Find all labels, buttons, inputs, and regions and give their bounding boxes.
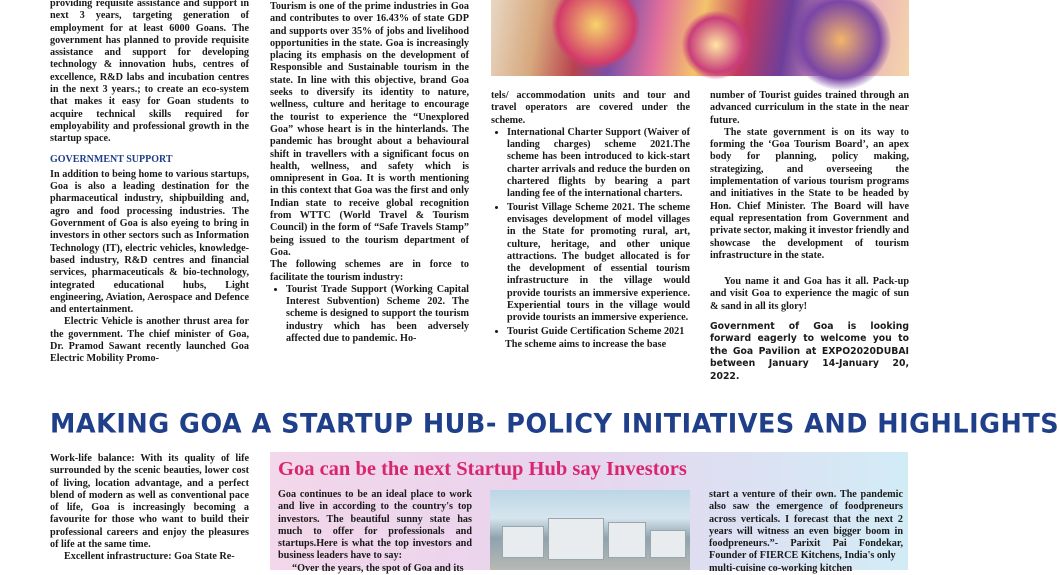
col1-paragraph-1: providing requisite assistance and support in next 3 years, targeting generation of employment for at least 6000 Goans. The government has planned to provide requisite assistance and support for developing technology & innovation hubs, centres of excellence, R&D labs and incubation centres in the next 3 years.; to create an eco-system that makes it easy for Goan students to acquire technical skills required for employability and professional growth in the startup space. (50, 0, 249, 145)
decor-shape (681, 10, 751, 80)
col3-paragraph-4: The scheme aims to increase the base (505, 338, 667, 350)
col2-paragraph-2: The following schemes are in force to facilitate the tourism industry: (270, 259, 469, 283)
col3-paragraph-0: tels/ accommodation units and tour and travel operators are covered under the scheme. (491, 90, 690, 126)
spacer (710, 262, 909, 276)
city-photo (490, 490, 690, 570)
work-life-paragraph: Work-life balance: With its quality of life surrounded by the scenic beauties, lower cost of living, location advantage, and a perfect blend of modern as well as conventional pace of life, Goa is increasingly becoming a favourite for those who want to build their professional careers and enjoy the pleasures of life at the same time. (50, 453, 249, 551)
list-item: • Tourist Village Scheme 2021. The scheme envisages development of model villages in the State for promoting rural, art, culture, heritage, and other unique attractions. The budget allocated is for the development of essential tourism infrastructure in the village would provide tourists an immersive experience. Experiential tours in the village would provide tourists an immersive experience. (507, 202, 690, 325)
list-item: • Tourist Trade Support (Working Capital Interest Subvention) Scheme 202. The scheme is designed to support the tourism industry which has been adversely affected due to pandemic. Ho- (286, 284, 469, 345)
column-1 (50, 0, 249, 366)
panel-left-tail: “Over the years, the spot of Goa and its (292, 562, 464, 574)
col1-paragraph-3: Electric Vehicle is another thrust area for the government. The chief minister of Goa, Dr. Pramod Sawant recently launched Goa Electric Mobility Promo- (50, 316, 249, 365)
decor-shape (551, 0, 641, 70)
decor-shape (791, 0, 891, 90)
goa-pavilion-note: Government of Goa is looking forward eagerly to welcome you to the Goa Pavilion at EXPO2020DUBAI between January 14-January 20, 2022. (710, 321, 909, 382)
col1-paragraph-2: In addition to being home to various startups, Goa is also a leading destination for the pharmaceutical industry, shipbuilding and, agro and food processing industries. The Government of Goa is also eyeing to bring in investors in other sectors such as Information Technology (IT), electric vehicles, knowledge-based industry, R&D centres and financial services, pharmaceuticals & bio-technology, integrated educational hubs, Light engineering, Aviation, Aerospace and Defence and entertainment. (50, 168, 249, 316)
column-4 (710, 90, 909, 383)
building-shape (608, 522, 646, 558)
festival-photo (491, 0, 909, 76)
list-item: • International Charter Support (Waiver of landing charges) scheme 2021.The scheme has been introduced to kick-start charter arrivals and reduce the burden on chartered flights by bearing a part landing fee of the international charters. (507, 127, 690, 201)
building-shape (502, 526, 544, 558)
spacer (710, 313, 909, 321)
government-support-subhead: GOVERNMENT SUPPORT (50, 153, 173, 165)
panel-right-tail: multi-cuisine co-working kitchen (709, 562, 853, 574)
building-shape (548, 518, 604, 560)
col4-paragraph-2: The state government is on its way to forming the ‘Goa Tourism Board’, an apex body for planning, policy making, strategizing, and overseeing the implementation of various tourism programs and initiatives in the State to be headed by Hon. Chief Minister. The Board will have equal representation from Government and private sector, making it investor friendly and showcase the development of tourism infrastructure in the state. (710, 126, 909, 261)
col4-paragraph-1: number of Tourist guides trained through an advanced curriculum in the state in the near future. (710, 90, 909, 126)
panel-title: Goa can be the next Startup Hub say Investors (278, 458, 687, 480)
building-shape (650, 530, 686, 558)
panel-left-text (278, 489, 472, 575)
col4-paragraph-3: You name it and Goa has it all. Pack-up and visit Goa to experience the magic of sun & sand in all its glory! (710, 276, 909, 312)
infrastructure-paragraph: Excellent infrastructure: Goa State Re- (64, 551, 235, 563)
lower-left-column (50, 453, 249, 564)
col3-scheme-list (491, 127, 690, 338)
col2-scheme-list (270, 284, 469, 345)
list-item: • Tourist Guide Certification Scheme 2021 (507, 326, 690, 338)
panel-right-text (709, 489, 903, 575)
column-3 (491, 90, 690, 351)
panel-left-paragraph: Goa continues to be an ideal place to work and live in according to the country's top investors. The beautiful sunny state has much to offer for professionals and startups.Here is what the top investors and business leaders have to say: (278, 489, 472, 562)
section-headline: MAKING GOA A STARTUP HUB- POLICY INITIATIVES AND HIGHLIGHTS (50, 408, 1059, 440)
panel-right-paragraph: start a venture of their own. The pandemic also saw the emergence of foodpreneurs across verticals. I forecast that the next 2 years will witness an even bigger boom in foodpreneurs.”- Parixit Pai Fondekar, Founder of FIERCE Kitchens, India's only (709, 489, 903, 562)
column-2 (270, 1, 469, 346)
col2-paragraph-1: Tourism is one of the prime industries in Goa and contributes to over 16.43% of state GDP and supports over 35% of jobs and livelihood opportunities in the state. Goa is increasingly placing its emphasis on the development of Responsible and Sustainable tourism in the state. In line with this objective, brand Goa seeks to diversify its identity to nature, wellness, culture and heritage to encourage the tourist to experience the “Unexplored Goa” whose heart is in the hinterlands. The pandemic has brought about a behavioural shift in travellers with a significant focus on health, wellness, and safety which is omnipresent in Goa. It is worth mentioning in this context that Goa was the first and only Indian state to receive global recognition from WTTC (World Travel & Tourism Council) in the form of “Safe Travels Stamp” being issued to the tourism department of Goa. (270, 1, 469, 258)
